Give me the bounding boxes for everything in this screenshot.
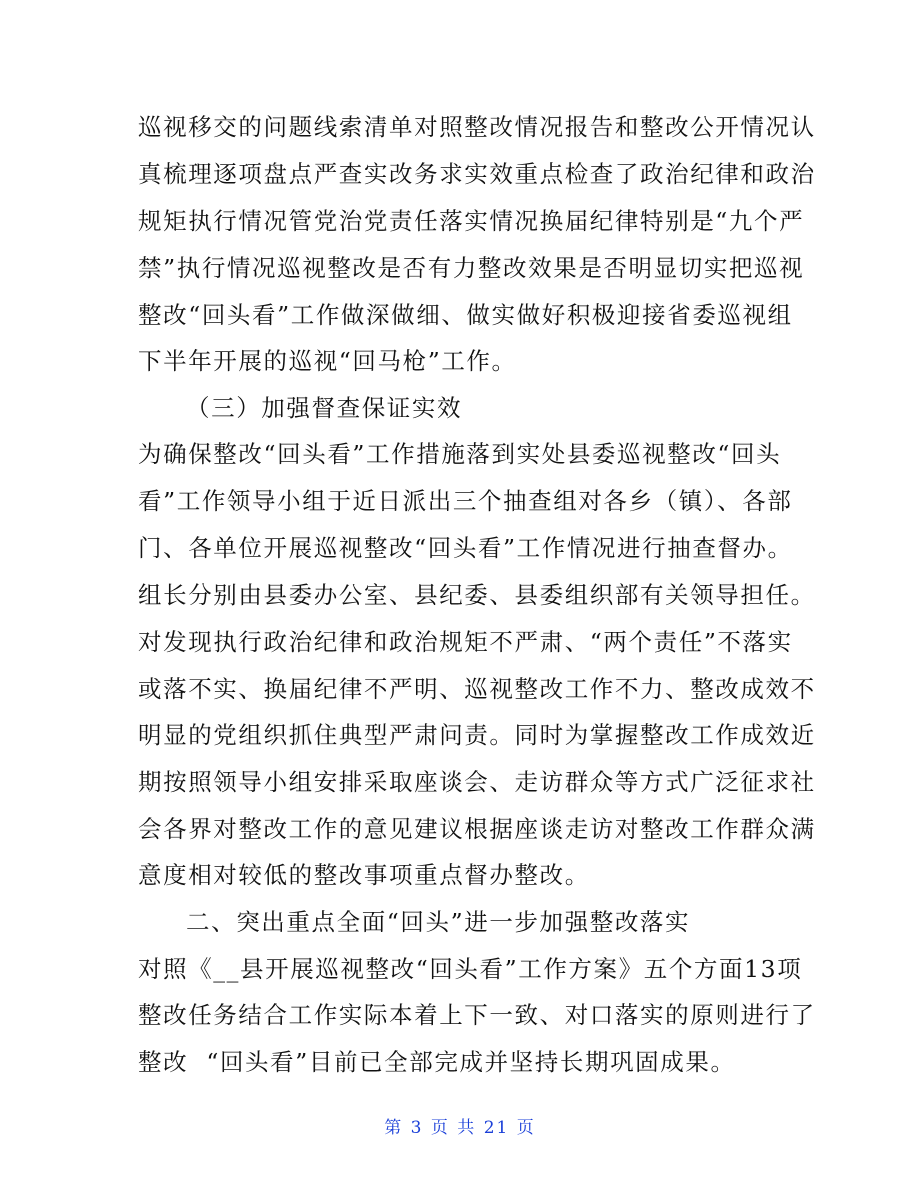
text-line: 禁”执行情况巡视整改是否有力整改效果是否明显切实把巡视 xyxy=(138,254,805,282)
text-line: 整改 “回头看”目前已全部完成并坚持长期巩固成果。 xyxy=(138,1048,736,1076)
text-line: 对照《__县开展巡视整改“回头看”工作方案》五个方面13项 xyxy=(138,955,803,983)
text-line: 整改任务结合工作实际本着上下一致、对口落实的原则进行了 xyxy=(138,1001,816,1029)
section-heading: （三）加强督查保证实效 xyxy=(186,394,463,422)
text-line: 意度相对较低的整改事项重点督办整改。 xyxy=(138,861,590,889)
text-line: 门、各单位开展巡视整改“回头看”工作情况进行抽查督办。 xyxy=(138,534,793,562)
text-line: 规矩执行情况管党治党责任落实情况换届纪律特别是“九个严 xyxy=(138,207,805,235)
text-line: 对发现执行政治纪律和政治规矩不严肃、“两个责任”不落实 xyxy=(138,628,793,656)
section-heading: 二、突出重点全面“回头”进一步加强整改落实 xyxy=(186,908,691,936)
text-line: 看”工作领导小组于近日派出三个抽查组对各乡（镇）、各部 xyxy=(138,487,793,515)
text-line: 巡视移交的问题线索清单对照整改情况报告和整改公开情况认 xyxy=(138,113,816,141)
text-line: 组长分别由县委办公室、县纪委、县委组织部有关领导担任。 xyxy=(138,581,816,609)
page-number: 第 3 页 共 21 页 xyxy=(384,1118,536,1138)
text-line: 期按照领导小组安排采取座谈会、走访群众等方式广泛征求社 xyxy=(138,768,816,796)
text-line: 整改“回头看”工作做深做细、做实做好积极迎接省委巡视组 xyxy=(138,301,793,329)
text-line: 或落不实、换届纪律不严明、巡视整改工作不力、整改成效不 xyxy=(138,675,816,703)
text-line: 真梳理逐项盘点严查实改务求实效重点检查了政治纪律和政治 xyxy=(138,160,816,188)
text-line: 会各界对整改工作的意见建议根据座谈走访对整改工作群众满 xyxy=(138,815,816,843)
text-line: 明显的党组织抓住典型严肃问责。同时为掌握整改工作成效近 xyxy=(138,721,816,749)
text-line: 为确保整改“回头看”工作措施落到实处县委巡视整改“回头 xyxy=(138,440,782,468)
text-line: 下半年开展的巡视“回马枪”工作。 xyxy=(138,347,517,375)
